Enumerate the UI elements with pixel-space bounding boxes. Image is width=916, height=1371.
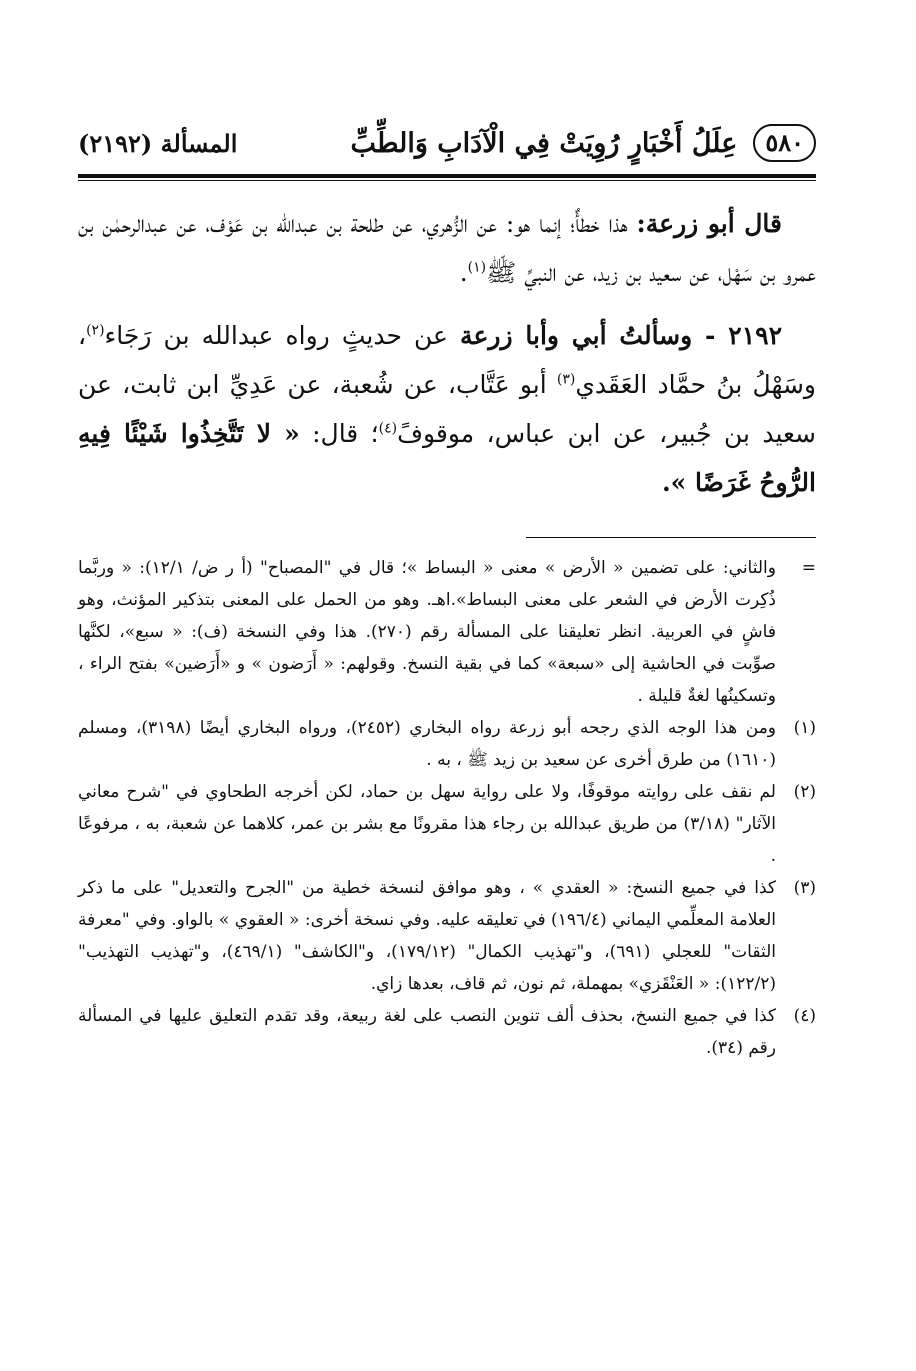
footnote-ref-3[interactable]: (٣) bbox=[556, 371, 576, 388]
footnote-2 bbox=[78, 776, 816, 872]
footnote-1 bbox=[78, 712, 816, 776]
footnote-text: كذا في جميع النسخ: « العقدي » ، وهو موافق لنسخة خطية من "الجرح والتعديل" على ما ذكر العلامة المعلِّمي اليماني (١٩٦/٤) في تعليقه عليه. وفي نسخة أخرى: « العقوي » بالواو. وفي "معرفة الثقات" للعجلي (٦٩١)، و"تهذيب الكمال" (١٧٩/١٢)، و"الكاشف" (٤٦٩/١)، و"تهذيب التهذيب" (١٢٢/٢): « العَنْقَزي» بمهملة، ثم نون، ثم قاف، بعدها زاي. bbox=[78, 878, 777, 994]
footnote-text: والثاني: على تضمين « الأرض » معنى « البساط »؛ قال في "المصباح" (أ ر ض/ ١٢/١): « وربَّما ذُكِرت الأرض في الشعر على معنى البساط».اهـ. وهو من الحمل على المعنى بتذكير المؤنث، وهو فاشٍ في العربية. انظر تعليقنا على المسألة رقم (٢٧٠). هذا وفي النسخة (ف): « سبع»، لكنَّها صوِّبت في الحاشية إلى «سبعة» كما في بقية النسخ. وقولهم: « أَرَضون » و «أَرَضين» بفتح الراء ، وتسكينُها لغةٌ قليلة . bbox=[78, 558, 776, 706]
footnote-marker: (٢) bbox=[793, 782, 816, 802]
paragraph-text-b: ، وسَهْلُ بنُ حمَّاد العَقَدي bbox=[78, 321, 816, 399]
issue-lead: ٢١٩٢ - وسألتُ أبي وأبا زرعة bbox=[460, 321, 782, 350]
paragraph-end: . bbox=[459, 258, 468, 287]
paragraph-text: هذا خطأٌ؛ إنما هو: عن الزُّهري، عن طلحة بن عبدالله بن عَوْف، عن عبدالرحمٰن بن عمرو بن سَهْل، عن سعيد بن زيد، عن النبيِّ ﷺ bbox=[78, 209, 816, 287]
footnote-4 bbox=[78, 1000, 816, 1064]
page-number: ٥٨٠ bbox=[753, 124, 816, 162]
paragraph-abu-zura bbox=[78, 199, 816, 297]
footnote-marker: (١) bbox=[793, 718, 816, 738]
footnote-text: لم نقف على روايته موقوفًا، ولا على رواية سهل بن حماد، لكن أخرجه الطحاوي في "شرح معاني الآثار" (٣/١٨) من طريق عبدالله بن رجاء هذا مقرونًا مع بشر بن عمر، كلاهما عن شعبة، به ، مرفوعًا . bbox=[78, 782, 776, 866]
paragraph-text-c: أبو عَتَّاب، عن شُعبة، عن عَدِيِّ ابن ثابت، عن سعيد بن جُبير، عن ابن عباس، موقوفً bbox=[78, 370, 816, 448]
footnote-3 bbox=[78, 872, 816, 1000]
paragraph-text-a: عن حديثٍ رواه عبدالله بن رَجَاء bbox=[104, 321, 461, 350]
hadith-quote: « لا تَتَّخِذُوا شَيْئًا فِيهِ الرُّوحُ غَرَضًا ». bbox=[78, 419, 816, 497]
running-header bbox=[78, 118, 816, 168]
footnote-marker: = bbox=[801, 558, 816, 578]
header-rule-thin bbox=[78, 180, 816, 181]
main-text bbox=[78, 199, 816, 507]
header-right bbox=[350, 124, 816, 162]
paragraph-issue-2192 bbox=[78, 311, 816, 507]
issue-label: المسألة (٢١٩٢) bbox=[78, 128, 238, 158]
book-title: عِلَلُ أَخْبَارٍ رُوِيَتْ فِي الْآدَابِ وَالطِّبِّ bbox=[350, 127, 738, 159]
footnote-text: كذا في جميع النسخ، بحذف ألف تنوين النصب على لغة ربيعة، وقد تقدم التعليق عليها في المسألة رقم (٣٤). bbox=[78, 1006, 776, 1058]
header-rule-thick bbox=[78, 174, 816, 178]
footnotes bbox=[78, 552, 816, 1064]
footnote-text: ومن هذا الوجه الذي رجحه أبو زرعة رواه البخاري (٢٤٥٢)، ورواه البخاري أيضًا (٣١٩٨)، ومسلم (١٦١٠) من طرق أخرى عن سعيد بن زيد ﷺ ، به . bbox=[78, 718, 777, 770]
footnote-marker: (٤) bbox=[793, 1006, 816, 1026]
footnote-ref-1[interactable]: (١) bbox=[467, 259, 487, 276]
footnote-continuation bbox=[78, 552, 816, 712]
footnote-ref-4[interactable]: (٤) bbox=[378, 420, 398, 437]
speaker-lead: قال أبو زرعة: bbox=[636, 209, 782, 238]
footnote-separator bbox=[526, 537, 816, 538]
footnote-ref-2[interactable]: (٢) bbox=[86, 322, 105, 339]
paragraph-text-d: ؛ قال: bbox=[299, 419, 379, 448]
footnote-marker: (٣) bbox=[793, 878, 816, 898]
page bbox=[78, 118, 816, 1064]
